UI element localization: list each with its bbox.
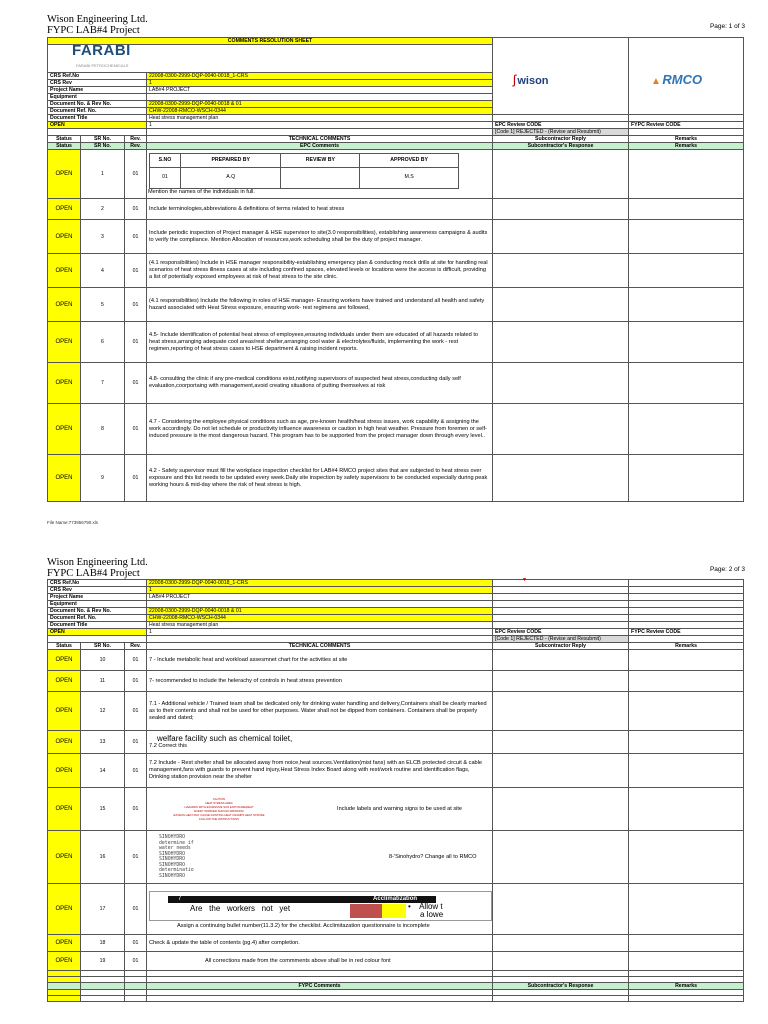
table-row	[48, 754, 744, 788]
approval-approved: M.S	[360, 167, 459, 188]
doc-no-label-2: Document No. & Rev No.	[48, 608, 147, 615]
sr-no: 16	[81, 831, 125, 884]
status-badge: OPEN	[48, 884, 81, 935]
rev-no: 01	[125, 150, 147, 199]
project-name-label: Project Name	[48, 87, 147, 94]
col-rev: Rev.	[125, 136, 147, 143]
rev-no: 01	[125, 363, 147, 404]
snip-opt1: Allow t	[419, 901, 443, 911]
snip-option-cell	[408, 903, 443, 919]
crs-rev-label: CRS Rev	[48, 80, 147, 87]
sinohydro-snippet	[149, 835, 389, 879]
doc-ref-value: CHW-22008-RMCO-WSCH-0344	[147, 108, 493, 115]
rev-no: 01	[125, 404, 147, 455]
open-label: OPEN	[48, 122, 147, 129]
snip-line: SINOHYDRO	[159, 835, 186, 840]
crs-ref-value-2: 22008-0300-2999-DQP-0040-0018_1-CRS	[147, 580, 493, 587]
snip-line: SINOHYDRO	[159, 857, 186, 862]
comment-text: 4.7 - Considering the employee physical conditions such as age, pre-known health/heat stress issues, work capability & assigning the work accordingly. Do not let schedule or productivity influence awareness or caution in high heat weather. Pressure from foremen or self-induced pressure is the most dangerous hazard. This program has to be supported from the project manager down through every level..	[147, 404, 493, 455]
sr-no: 7	[81, 363, 125, 404]
col-sub-reply: Subcontractor Reply	[493, 136, 629, 143]
col-status: Status	[48, 136, 81, 143]
comment-text: 7.2 Correct this	[149, 743, 187, 749]
comment-text: 7 - Include metabolic heat and workload assesmnet chart for the activities at site	[147, 650, 493, 671]
rmco-triangle-icon: ▲	[651, 75, 661, 87]
equipment-value-2	[147, 601, 493, 608]
sr-no: 9	[81, 455, 125, 502]
rmco-logo: RMCO	[662, 71, 703, 87]
snip-yellow-box	[382, 904, 406, 918]
col-tech-p2: TECHNICAL COMMENTS	[147, 643, 493, 650]
review-code-value: [Code 1] REJECTED - (Revise and Resubmit)	[493, 129, 629, 136]
snip-number: 7	[178, 895, 182, 902]
project-name: FYPC LAB#4 Project	[47, 25, 140, 36]
snip-opt2: a lowe	[420, 909, 444, 919]
rev-no: 01	[125, 199, 147, 220]
sheet-title: COMMENTS RESOLUTION SHEET	[48, 38, 493, 45]
fypc-review-code: FYPC Review CODE	[629, 122, 744, 129]
sign-line: HAZARDS WITH EXCESSIVE SUN EXPOSURE/HEAT	[184, 805, 254, 809]
snip-line: determine if	[159, 840, 194, 846]
col-remarks-2: Remarks	[629, 143, 744, 150]
status-badge: OPEN	[48, 952, 81, 971]
doc-title-label-2: Document Title	[48, 622, 147, 629]
wison-logo-cell	[493, 45, 629, 115]
equipment-label: Equipment	[48, 94, 147, 101]
table-row	[48, 831, 744, 884]
sr-no: 8	[81, 404, 125, 455]
header-table-2	[47, 579, 744, 1002]
company-name-2: Wison Engineering Ltd.	[47, 557, 148, 568]
wison-logo: wison	[517, 74, 549, 87]
table-row	[48, 322, 744, 363]
col-rev-2: Rev.	[125, 143, 147, 150]
doc-ref-label-2: Document Ref. No.	[48, 615, 147, 622]
crs-rev-value-2: 1	[147, 587, 493, 594]
sr-no: 18	[81, 935, 125, 952]
col-status-2: Status	[48, 143, 81, 150]
col-epc: EPC Comments	[147, 143, 493, 150]
col-sub-resp-p2: Subcontractor's Response	[493, 983, 629, 990]
table-row	[48, 650, 744, 671]
rev-no: 01	[125, 692, 147, 731]
acclimatization-snippet	[149, 891, 492, 921]
rev-no: 01	[125, 254, 147, 288]
sr-no: 14	[81, 754, 125, 788]
col-sr: SR No.	[81, 136, 125, 143]
rev-no: 01	[125, 952, 147, 971]
sign-line: EXCESS HEAT MAY CAUSE FAINTING HEAT CRAMPS HEAT STROKE	[173, 813, 265, 817]
doc-ref-label: Document Ref. No.	[48, 108, 147, 115]
table-row	[48, 731, 744, 754]
farabi-logo-sub: FARABI PETROCHEMICALS	[76, 63, 129, 68]
table-row	[48, 671, 744, 692]
comment-text: Include periodic inspection of Project manager & HSE supervisor to site(3.0 responsibilities), establishing awareness campaigns & audits to verify the compliance. Mention Allocation of resources,work scheduling shall be the duty of project manager.	[147, 220, 493, 254]
company-name: Wison Engineering Ltd.	[47, 14, 148, 25]
rev-no: 01	[125, 831, 147, 884]
comment-text: (4.1 responsibilities) Include in HSE manager responsibility-establishing emergency plan & conducting mock drills at site for handling real scenarios of heat stress illness cases at site including confined spaces, elevated levels or locations were the access is difficult, providing a list of potentially exposed employees at risk of heat stress to the site clinic.	[147, 254, 493, 288]
table-row	[48, 455, 744, 502]
snip-line: determinatio	[159, 868, 194, 873]
doc-title-value-2: Heat stress management plan	[147, 622, 493, 629]
col-sub-resp: Subcontractor's Response	[493, 143, 629, 150]
sr-no: 17	[81, 884, 125, 935]
status-badge: OPEN	[48, 731, 81, 754]
comment-cell	[147, 731, 493, 754]
sr-no: 5	[81, 288, 125, 322]
comment-snippet: welfare facility such as chemical toilet,	[157, 734, 293, 743]
doc-title-label: Document Title	[48, 115, 147, 122]
comment-text: All corrections made from the commments above shall be in red colour font	[147, 952, 493, 971]
approval-header-prepared: PREPAIRED BY	[181, 153, 281, 167]
comment-text: Mention the names of the individuals in full.	[148, 188, 255, 195]
sr-no: 1	[81, 150, 125, 199]
snip-heading: Acclimatization	[373, 895, 418, 902]
open-value: 1	[147, 122, 493, 129]
rev-no: 01	[125, 788, 147, 831]
col-sr-2: SR No.	[81, 143, 125, 150]
snip-question: Are the workers not yet	[190, 903, 291, 913]
crs-rev-value: 1	[147, 80, 493, 87]
status-badge: OPEN	[48, 199, 81, 220]
status-badge: OPEN	[48, 788, 81, 831]
table-row	[48, 952, 744, 971]
col-sr-p2: SR No.	[81, 643, 125, 650]
project-name-2: FYPC LAB#4 Project	[47, 568, 140, 579]
page-number-2: Page: 2 of 3	[709, 566, 745, 573]
approval-header-review: REVIEW BY	[281, 153, 360, 167]
comment-text: 8-'Sinohydro? Change all to RMCO	[389, 853, 477, 860]
sr-no: 15	[81, 788, 125, 831]
rev-no: 01	[125, 671, 147, 692]
rev-no: 01	[125, 731, 147, 754]
crs-ref-value: 22008-0300-2999-DQP-0040-0018_1-CRS	[147, 73, 493, 80]
status-badge: OPEN	[48, 650, 81, 671]
col-tech: TECHNICAL COMMENTS	[147, 136, 493, 143]
snip-red-box	[350, 904, 382, 918]
doc-title-value: Heat stress management plan	[147, 115, 493, 122]
approval-prepared: A.Q	[181, 167, 281, 188]
crs-rev-label-2: CRS Rev	[48, 587, 147, 594]
rev-no: 01	[125, 935, 147, 952]
sr-no: 6	[81, 322, 125, 363]
status-badge: OPEN	[48, 692, 81, 731]
red-mark-icon: ▼	[522, 577, 527, 583]
crs-ref-label-2: CRS Ref.No	[48, 580, 147, 587]
comment-text: 7.1 - Additional vehicle / Trained team shall be dedicated only for drinking water handling and delivery,Containers shall be clearly marked as to their contents and shall not be used for other purposes. Water shall not be dipped from containers. Containers shall be properly sealed and dated;	[147, 692, 493, 731]
table-row	[48, 254, 744, 288]
comment-text: Include labels and warning signs to be used at site	[337, 805, 463, 812]
table-row	[48, 788, 744, 831]
status-badge: OPEN	[48, 322, 81, 363]
wison-swirl-icon: ʃ	[513, 71, 516, 87]
status-badge: OPEN	[48, 254, 81, 288]
snip-line: SINOHYDRO	[159, 862, 186, 868]
sr-no: 2	[81, 199, 125, 220]
status-badge: OPEN	[48, 220, 81, 254]
approval-header-approved: APPROVED BY	[360, 153, 459, 167]
rev-no: 01	[125, 220, 147, 254]
rev-no: 01	[125, 754, 147, 788]
sr-no: 11	[81, 671, 125, 692]
comment-text: 7- recommended to include the helerachy of controls in heat stress prevention	[147, 671, 493, 692]
table-row	[48, 404, 744, 455]
doc-no-label: Document No. & Rev No.	[48, 101, 147, 108]
rev-no: 01	[125, 650, 147, 671]
approval-review	[281, 167, 360, 188]
sr-no: 4	[81, 254, 125, 288]
doc-no-value-2: 22008-0300-2999-DQP-0040-0018 & 01	[147, 608, 493, 615]
file-name: File Name:773956790.xls	[47, 520, 99, 525]
col-remarks: Remarks	[629, 136, 744, 143]
project-name-label-2: Project Name	[48, 594, 147, 601]
sr-no: 3	[81, 220, 125, 254]
comment-text: Include terminologies,abbreviations & definitions of terms related to heat stress	[147, 199, 493, 220]
sr-no: 13	[81, 731, 125, 754]
rev-no: 01	[125, 322, 147, 363]
table-row	[48, 363, 744, 404]
status-badge: OPEN	[48, 363, 81, 404]
equipment-label-2: Equipment	[48, 601, 147, 608]
col-remarks-p2: Remarks	[629, 643, 744, 650]
warning-sign-snippet	[149, 797, 289, 821]
comment-text: Check & update the table of contents (pg.4) after completion.	[147, 935, 493, 952]
status-badge: OPEN	[48, 935, 81, 952]
status-badge: OPEN	[48, 671, 81, 692]
col-status-p2: Status	[48, 643, 81, 650]
table-row	[48, 935, 744, 952]
header-table	[47, 37, 744, 502]
rmco-logo-cell	[629, 45, 744, 115]
status-badge: OPEN	[48, 150, 81, 199]
sr-no: 10	[81, 650, 125, 671]
table-row	[48, 150, 744, 199]
fypc-review-code-2: FYPC Review CODE	[629, 629, 744, 636]
approval-table	[149, 153, 459, 189]
sr-no: 12	[81, 692, 125, 731]
snip-line: SINOHYDRO	[159, 873, 186, 879]
bullet-icon: •	[408, 901, 411, 911]
comment-cell	[147, 788, 493, 831]
table-row	[48, 288, 744, 322]
col-rev-p2: Rev.	[125, 643, 147, 650]
table-row	[48, 692, 744, 731]
crs-ref-label: CRS Ref.No	[48, 73, 147, 80]
sign-line: HEAT STRESS AREA	[205, 801, 233, 805]
open-label-2: OPEN	[48, 629, 147, 636]
farabi-logo: FARABI	[72, 44, 131, 59]
comment-text: Assign a continuing bullet number(11.3.2) for the checklist. Acclimitazation questionnaire is incomplete	[177, 922, 430, 929]
col-sub-reply-p2: Subcontractor Reply	[493, 643, 629, 650]
sign-line: FOLLOW THE INSTRUCTIONS	[199, 817, 239, 821]
comment-text: 4.8- consulting the clinic if any pre-medical conditions exist,notifying supervisors of suspected heat stress,conducting daily self evaluation,coorportaing with management,avoid creating situations of putting themselves at risk	[147, 363, 493, 404]
comment-cell	[147, 150, 493, 199]
status-badge: OPEN	[48, 455, 81, 502]
project-name-value-2: LAB#4 PROJECT	[147, 594, 493, 601]
sr-no: 19	[81, 952, 125, 971]
status-badge: OPEN	[48, 404, 81, 455]
rev-no: 01	[125, 884, 147, 935]
snip-line: water needs	[159, 846, 191, 851]
comment-cell	[147, 884, 493, 935]
comment-text: 4.2 - Safety supervisor must fill the workplace inspection checklist for LAB#4 RMCO project sites that are subjected to heat stress over exposure and this list needs to be updated every week.Daily site inspection by safety supervisors to be conducted especially during peak working hours & mid-day where the risk of heat stress is high.	[147, 455, 493, 502]
approval-header-sno: S.NO	[150, 153, 181, 167]
project-name-value: LAB#4 PROJECT	[147, 87, 493, 94]
epc-review-code: EPC Review CODE	[493, 122, 629, 129]
table-row	[48, 884, 744, 935]
comment-text: 7.2 Include - Rest shelter shall be allocated away from noice,heat sources.Ventilation(mist fans) with an ELCB protected circuit & cable management,fans with guards to prevent hand injury,Heat Stress Index Board along with rest/work routine and identification flags, Drinking station provision near the shelter	[147, 754, 493, 788]
status-badge: OPEN	[48, 288, 81, 322]
approval-sno: 01	[150, 167, 181, 188]
review-code-value-2: [Code 1] REJECTED - (Revise and Resubmit)	[493, 636, 629, 643]
page-number: Page: 1 of 3	[709, 23, 745, 30]
table-row	[48, 220, 744, 254]
doc-ref-value-2: CHW-22008-RMCO-WSCH-0344	[147, 615, 493, 622]
epc-review-code-2: EPC Review CODE	[493, 629, 629, 636]
sign-line: CAUTION	[212, 797, 226, 801]
rev-no: 01	[125, 455, 147, 502]
rev-no: 01	[125, 288, 147, 322]
doc-no-value: 22008-0300-2999-DQP-0040-0018 & 01	[147, 101, 493, 108]
comment-text: 4.5- Include identification of potential heat stress of employees,ensuring individuals under them are educated of all hazards related to heat stress,arranging adequate cool areas/rest shelter,arranging cool water & electrolytes/fluids, implementing the work - rest regimen,reporting of heat stress cases to HSE department & raising incident reports.	[147, 322, 493, 363]
sign-line: EVERY WORKER SHOULD DRINKING	[194, 809, 244, 813]
comment-text: (4.1 responsibilities) Include the following in roles of HSE manager- Ensuring workers have trained and understand all health and safety hazard associated with Heat Stress exposure, ensuring work- rest regimens are followed,	[147, 288, 493, 322]
snip-line: SINOHYDRO	[159, 851, 186, 857]
status-badge: OPEN	[48, 831, 81, 884]
col-fypc: FYPC Comments	[147, 983, 493, 990]
open-value-2: 1	[147, 629, 493, 636]
table-row	[48, 199, 744, 220]
logo-cell	[48, 45, 493, 73]
equipment-value	[147, 94, 493, 101]
comment-cell	[147, 831, 493, 884]
col-remarks-p2b: Remarks	[629, 983, 744, 990]
status-badge: OPEN	[48, 754, 81, 788]
